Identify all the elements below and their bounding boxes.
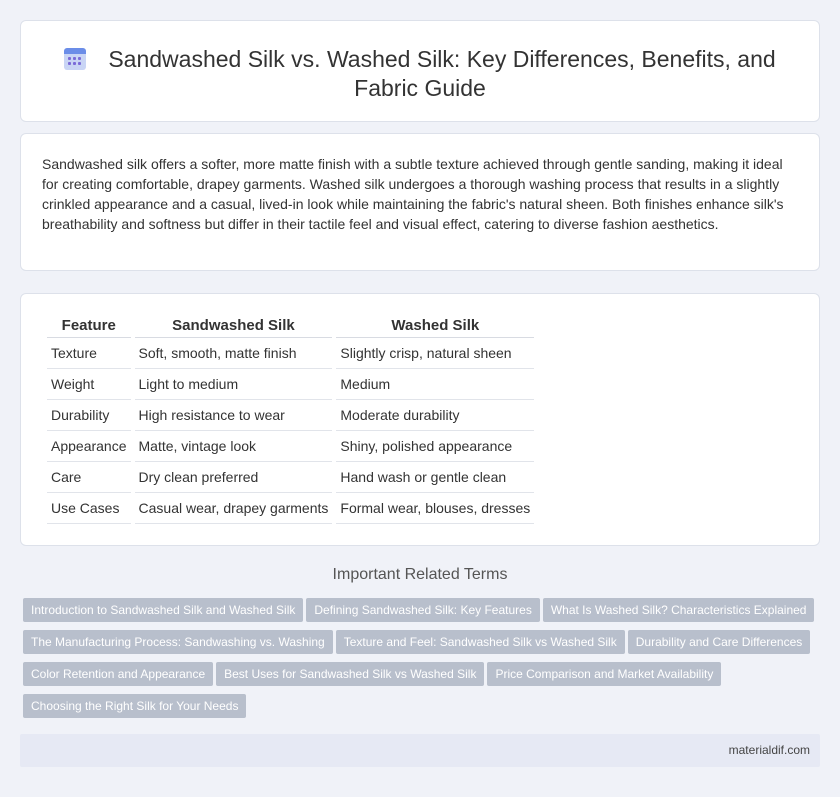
related-term-tag[interactable]: Texture and Feel: Sandwashed Silk vs Washed Silk xyxy=(336,630,625,654)
comparison-card xyxy=(20,293,820,546)
related-terms-list xyxy=(23,598,823,726)
page-title-wrapper xyxy=(21,45,819,103)
table-cell: Texture xyxy=(47,338,131,369)
table-cell: Light to medium xyxy=(135,369,333,400)
table-cell: Use Cases xyxy=(47,493,131,524)
related-term-tag[interactable]: Color Retention and Appearance xyxy=(23,662,213,686)
related-term-tag[interactable]: What Is Washed Silk? Characteristics Explained xyxy=(543,598,815,622)
related-terms-heading: Important Related Terms xyxy=(332,566,508,583)
table-cell: Shiny, polished appearance xyxy=(336,431,534,462)
related-term-tag[interactable]: Price Comparison and Market Availability xyxy=(487,662,721,686)
related-term-tag[interactable]: Defining Sandwashed Silk: Key Features xyxy=(306,598,539,622)
table-cell: Hand wash or gentle clean xyxy=(336,462,534,493)
table-row xyxy=(47,400,534,431)
page-title: Sandwashed Silk vs. Washed Silk: Key Differences, Benefits, and Fabric Guide xyxy=(108,46,776,101)
table-cell: Care xyxy=(47,462,131,493)
intro-card xyxy=(20,133,820,271)
calendar-icon xyxy=(64,48,86,70)
table-row xyxy=(47,462,534,493)
table-cell: Durability xyxy=(47,400,131,431)
table-row xyxy=(47,369,534,400)
column-header-feature: Feature xyxy=(47,314,131,338)
table-cell: Medium xyxy=(336,369,534,400)
column-header-sandwashed: Sandwashed Silk xyxy=(135,314,333,338)
related-term-tag[interactable]: Choosing the Right Silk for Your Needs xyxy=(23,694,246,718)
table-cell: Dry clean preferred xyxy=(135,462,333,493)
table-row xyxy=(47,338,534,369)
footer-site-link[interactable]: materialdif.com xyxy=(728,743,810,757)
table-cell: Matte, vintage look xyxy=(135,431,333,462)
related-term-tag[interactable]: The Manufacturing Process: Sandwashing vs. Washing xyxy=(23,630,333,654)
table-cell: Slightly crisp, natural sheen xyxy=(336,338,534,369)
intro-paragraph: Sandwashed silk offers a softer, more matte finish with a subtle texture achieved through gentle sanding, making it ideal for creating comfortable, drapey garments. Washed silk undergoes a thorough washing process that results in a slightly crinkled appearance and a casual, lived-in look while maintaining the fabric's natural sheen. Both finishes enhance silk's breathability and softness but differ in their tactile feel and visual effect, catering to diverse fashion aesthetics. xyxy=(42,156,784,232)
table-cell: Casual wear, drapey garments xyxy=(135,493,333,524)
table-cell: Moderate durability xyxy=(336,400,534,431)
table-cell: Appearance xyxy=(47,431,131,462)
comparison-table xyxy=(43,314,538,524)
table-cell: Soft, smooth, matte finish xyxy=(135,338,333,369)
table-row xyxy=(47,493,534,524)
related-term-tag[interactable]: Introduction to Sandwashed Silk and Washed Silk xyxy=(23,598,303,622)
table-row xyxy=(47,431,534,462)
table-header-row xyxy=(47,314,534,338)
related-term-tag[interactable]: Best Uses for Sandwashed Silk vs Washed Silk xyxy=(216,662,484,686)
table-cell: High resistance to wear xyxy=(135,400,333,431)
related-term-tag[interactable]: Durability and Care Differences xyxy=(628,630,811,654)
table-cell: Weight xyxy=(47,369,131,400)
footer xyxy=(20,734,820,767)
header-card xyxy=(20,20,820,122)
column-header-washed: Washed Silk xyxy=(336,314,534,338)
table-cell: Formal wear, blouses, dresses xyxy=(336,493,534,524)
